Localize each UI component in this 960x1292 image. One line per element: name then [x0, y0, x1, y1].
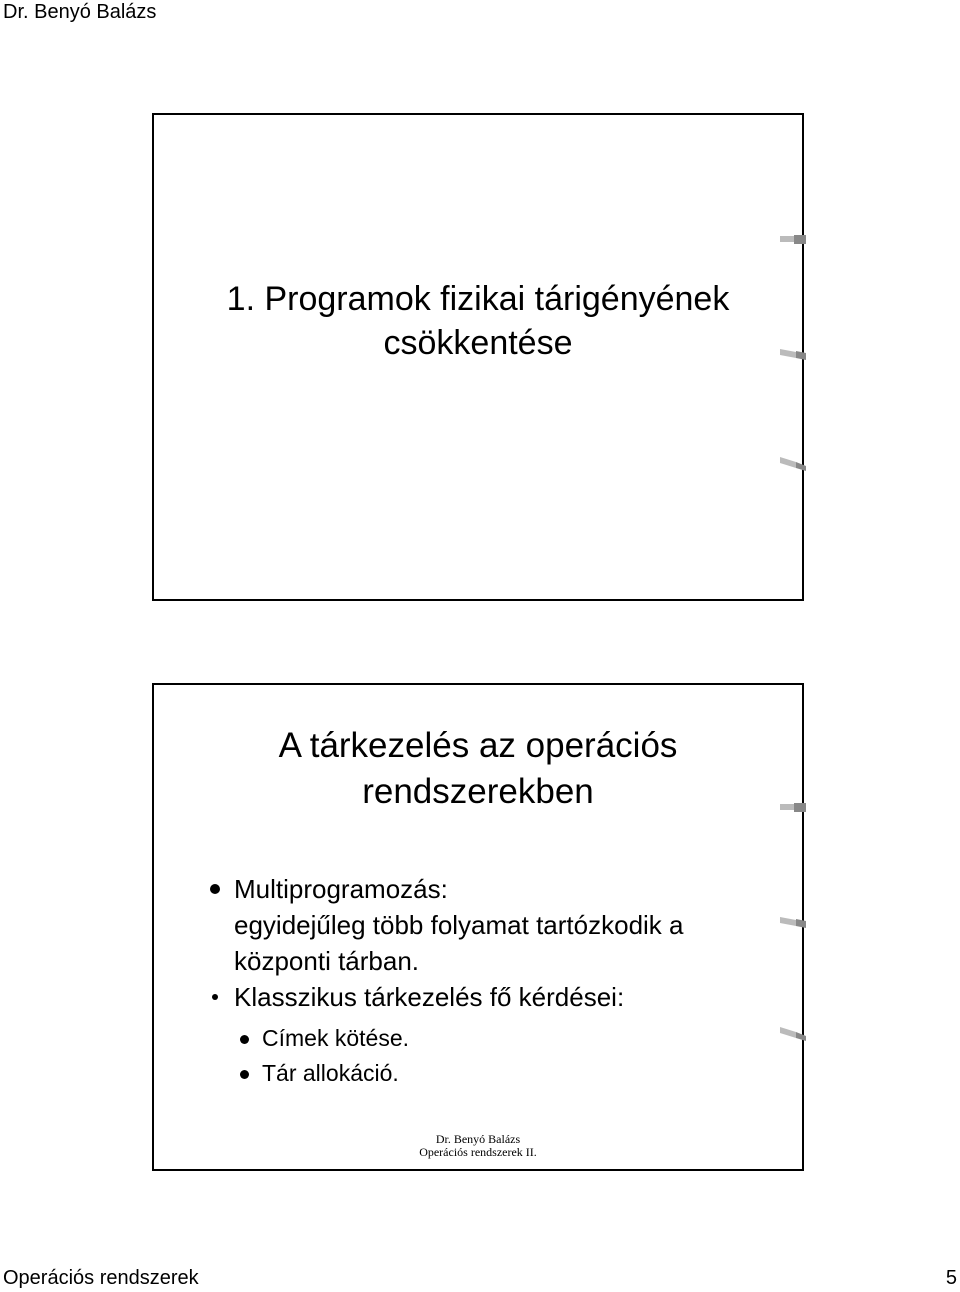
- bullet-text: központi tárban.: [234, 946, 420, 976]
- sub-bullet-item: [240, 1056, 770, 1091]
- slide-footer-author: Dr. Benyó Balázs: [435, 1132, 521, 1146]
- slide-footer: [154, 1133, 802, 1159]
- slide-1: [152, 113, 804, 601]
- sub-bullet-text: Tár allokáció.: [262, 1060, 399, 1086]
- page-footer-title: Operációs rendszerek: [3, 1267, 199, 1289]
- slide-decoration-mark: [780, 915, 806, 929]
- sub-bullet-text: Címek kötése.: [262, 1025, 409, 1051]
- slide-decoration-mark: [780, 457, 806, 471]
- slide-footer-course: Operációs rendszerek II.: [419, 1145, 537, 1159]
- slide-2-title-line: A tárkezelés az operációs: [278, 726, 678, 765]
- page-number: 5: [945, 1267, 957, 1289]
- bullet-dot-icon: [212, 994, 218, 1000]
- bullet-text: Multiprogramozás:: [234, 874, 448, 904]
- page-header-author: Dr. Benyó Balázs: [3, 1, 157, 23]
- bullet-dot-icon: [210, 884, 220, 894]
- slide-decoration-mark: [780, 233, 806, 247]
- sub-bullet-list: [210, 1021, 770, 1091]
- sub-bullet-item: [240, 1021, 770, 1056]
- bullet-dot-icon: [240, 1070, 249, 1079]
- bullet-item: [210, 871, 770, 979]
- slide-decoration-mark: [780, 1027, 806, 1041]
- slide-1-title-line: 1. Programok fizikai tárigényének: [226, 280, 730, 318]
- bullet-list: [210, 871, 770, 1091]
- bullet-text: egyidejűleg több folyamat tartózkodik a: [234, 910, 684, 940]
- slide-2-title-line: rendszerekben: [362, 772, 594, 811]
- bullet-dot-icon: [240, 1035, 249, 1044]
- bullet-item: [210, 979, 770, 1015]
- bullet-text: Klasszikus tárkezelés fő kérdései:: [234, 982, 625, 1012]
- slide-2-title: [154, 723, 802, 815]
- slide-1-title-line: csökkentése: [383, 324, 573, 362]
- slide-1-title: [154, 277, 802, 365]
- slide-2: [152, 683, 804, 1171]
